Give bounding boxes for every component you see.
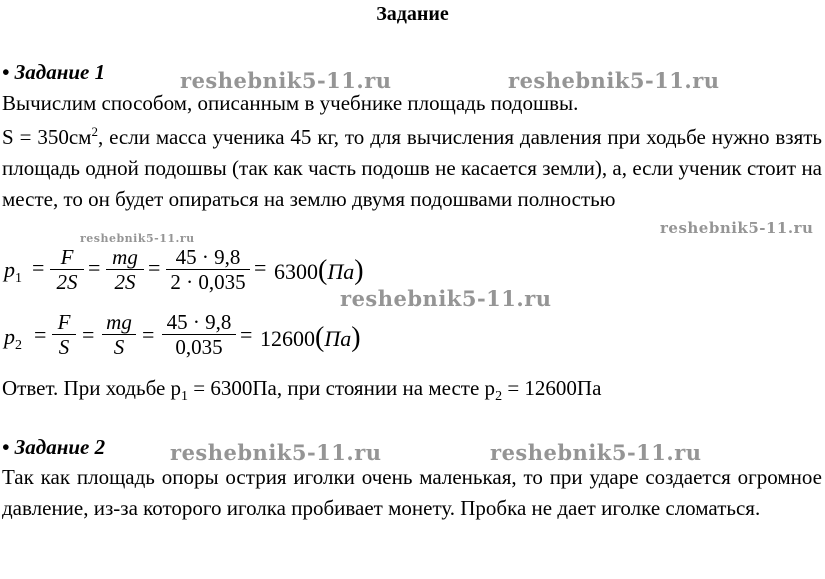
formula-p1: [2, 243, 382, 299]
watermark: reshebnik5-11.ru: [180, 68, 392, 93]
formula-p2-fraction-3: $\frac{45 \cdot 9,8}{0,035}$: [162, 310, 236, 359]
watermark: reshebnik5-11.ru: [340, 286, 552, 311]
task1-paragraph-text: , если масса ученика 45 кг, то для вычисления давления при ходьбе нужно взять площадь одной подошвы (так как часть подошв не касается земли), а, если ученик стоит на месте, то он будет опираться на землю двумя подошвами полностью: [2, 125, 822, 211]
task1-intro-line: Вычислим способом, описанным в учебнике площадь подошвы.: [2, 91, 579, 115]
formula-p2-fraction-1: $\frac{F}{S}$: [52, 310, 76, 359]
equals-sign: =: [254, 255, 267, 280]
equals-sign: =: [142, 322, 155, 347]
equals-sign: =: [240, 322, 253, 347]
formula-p1-result: 6300(Па): [274, 255, 364, 286]
area-value: S = 350см: [2, 125, 92, 149]
formula-p2-lhs: $p_2$: [4, 324, 22, 353]
task1-paragraph: [2, 116, 822, 215]
area-exponent: 2: [91, 124, 98, 139]
watermark: reshebnik5-11.ru: [660, 219, 814, 237]
formula-p1-fraction-1: $\frac{F}{2S}$: [50, 245, 84, 294]
task2-paragraph: Так как площадь опоры острия иголки очень маленькая, то при ударе создается огромное давление, из-за которого иголка пробивает монету. Пробка не дает иголке сломаться.: [2, 465, 822, 520]
formula-p2-result: 12600(Па): [260, 322, 361, 353]
formula-p1-fraction-2: $\frac{mg}{2S}$: [106, 245, 144, 294]
watermark: reshebnik5-11.ru: [80, 232, 195, 245]
formula-p2: [2, 308, 382, 364]
formula-p2-fraction-2: $\frac{mg}{S}$: [102, 310, 136, 359]
page-title: Задание: [376, 3, 449, 25]
task1-heading: • Задание 1: [2, 60, 106, 84]
task2-heading: • Задание 2: [2, 435, 106, 459]
equals-sign: =: [148, 255, 161, 280]
equals-sign: =: [32, 255, 45, 280]
formula-p1-fraction-3: $\frac{45 \cdot 9,8}{2 \cdot 0,035}$: [166, 245, 250, 294]
equals-sign: =: [82, 322, 95, 347]
watermark: reshebnik5-11.ru: [170, 440, 382, 465]
watermark: reshebnik5-11.ru: [490, 440, 702, 465]
formula-p1-lhs: $p_1$: [4, 257, 22, 286]
watermark: reshebnik5-11.ru: [508, 68, 720, 93]
equals-sign: =: [88, 255, 101, 280]
equals-sign: =: [34, 322, 47, 347]
task1-answer: Ответ. При ходьбе $p_1 = 6300Па$, при стоянии на месте $p_2 = 12600Па$: [2, 376, 602, 404]
